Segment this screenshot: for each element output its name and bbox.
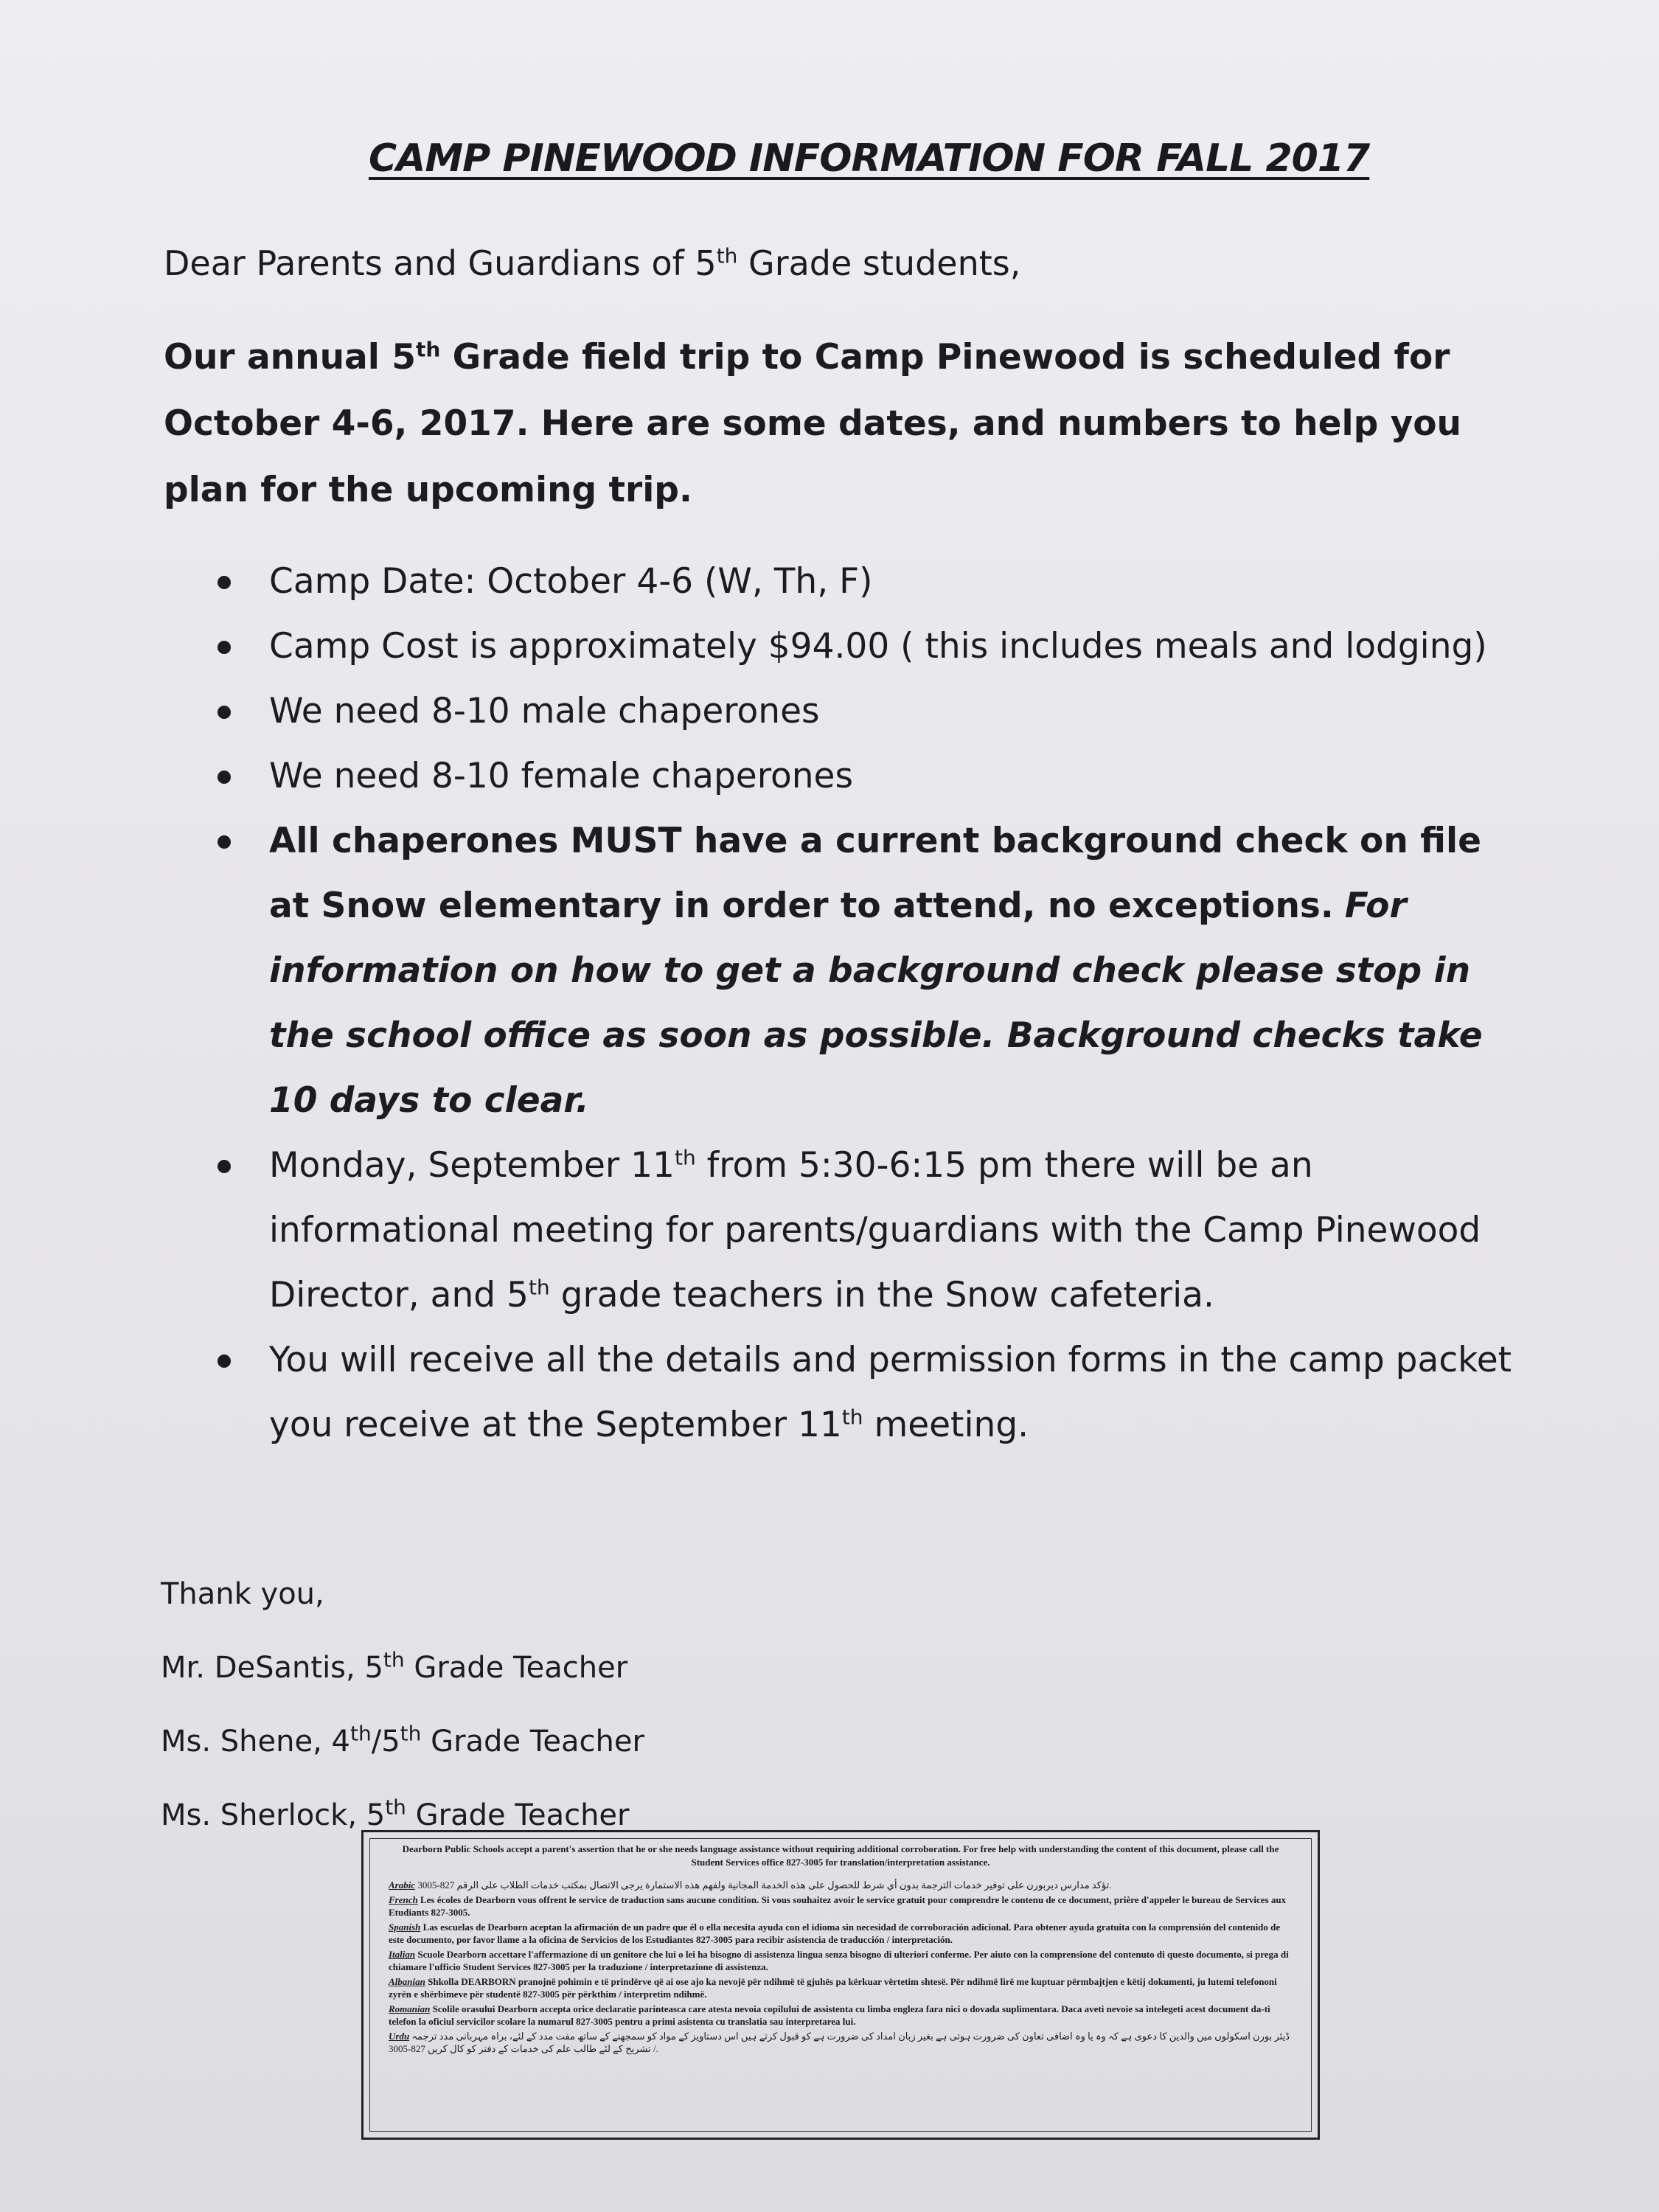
notice-intro: Dearborn Public Schools accept a parent's assertion that he or she needs language assistance without requiring additional corroboration. For free help with understanding the content of this document, please call the Student Services office 827-3005 for translation/interpretation assistance. — [402, 1843, 1279, 1868]
signoff — [161, 1557, 644, 1852]
notice-romanian-text: Scolile orasului Dearborn accepta orice declaratie parinteasca care atesta nevoia copilului de assistenta cu limba engleza fara nici o dovada suplimentara. Daca aveti nevoie sa intelegeti acest document da-ti telefon la oficiul servicilor scolare la numarul 827-3005 pentru a primi asistenta cu translatia sau interpretarea lui. — [389, 2003, 1270, 2027]
notice-french — [389, 1893, 1293, 1919]
details-text-end: meeting. — [863, 1405, 1029, 1445]
teacher-desantis — [161, 1631, 644, 1705]
bullet-dot — [218, 576, 231, 589]
teacher-shene-text: Ms. Shene, 4 — [161, 1725, 350, 1759]
info-list — [214, 549, 1526, 1458]
list-item-background-check — [214, 809, 1526, 1133]
notice-spanish-label: Spanish — [389, 1921, 421, 1933]
notice-italian-label: Italian — [389, 1948, 416, 1960]
male-chaperones-text: We need 8-10 male chaperones — [269, 691, 820, 731]
notice-arabic-label: Arabic — [389, 1879, 416, 1891]
female-chaperones-text: We need 8-10 female chaperones — [269, 756, 853, 796]
meeting-text-mid: from 5:30-6:15 pm there will be an informational meeting for parents/guardians with the Camp Pinewood Director, and 5 — [269, 1145, 1481, 1315]
greeting — [164, 243, 1020, 283]
camp-cost-text: Camp Cost is approximately $94.00 ( this includes meals and lodging) — [269, 626, 1487, 667]
list-item-camp-date — [214, 549, 1526, 614]
thank-you: Thank you, — [161, 1577, 324, 1611]
notice-italian — [389, 1948, 1293, 1974]
meeting-text: Monday, September 11 — [269, 1145, 675, 1186]
notice-french-text: Les écoles de Dearborn vous offrent le service de traduction sans aucune condition. Si vous souhaitez avoir le service gratuit pour comprendre le contenu de ce document, prière d'appeler le bureau de Services aux Etudiants 827-3005. — [389, 1893, 1287, 1918]
bullet-dot — [218, 641, 231, 654]
meeting-text-end: grade teachers in the Snow cafeteria. — [549, 1275, 1214, 1315]
teacher-sherlock-ordinal: th — [385, 1795, 406, 1820]
greeting-ordinal: th — [716, 243, 738, 268]
bullet-dot — [218, 706, 231, 719]
teacher-shene — [161, 1705, 644, 1778]
meeting-ordinal: th — [674, 1145, 696, 1170]
bullet-dot — [218, 1354, 231, 1368]
notice-romanian — [389, 2003, 1293, 2028]
background-check-info: For information on how to get a background check please stop in the school office as soon as possible. Background checks take 10 days to clear. — [269, 886, 1483, 1121]
intro-paragraph — [164, 324, 1506, 524]
notice-spanish — [389, 1921, 1293, 1947]
notice-albanian-label: Albanian — [389, 1975, 425, 1987]
intro-text-end: Grade field trip to Camp Pinewood is scheduled for October 4-6, 2017. Here are some dates, and numbers to help you plan for the upcoming trip. — [164, 337, 1461, 510]
notice-urdu — [389, 2030, 1293, 2056]
details-text: You will receive all the details and permission forms in the camp packet you receive at the September 11 — [269, 1340, 1512, 1445]
notice-albanian — [389, 1975, 1293, 2001]
notice-spanish-text: Las escuelas de Dearborn aceptan la afirmación de un padre que él o ella necesita ayuda con el idioma sin necesidad de corroboración adicional. Para obtener ayuda gratuita con la comprensión del contenido de este documento, por favor llame a la oficina de Servicios de los Estudiantes 827-3005 para recibir asistencia de traducción / interpretación. — [389, 1921, 1281, 1945]
notice-urdu-label: Urdu — [389, 2030, 410, 2042]
greeting-text-end: Grade students, — [737, 243, 1021, 283]
teacher-desantis-ordinal: th — [383, 1647, 405, 1672]
list-item-male-chaperones — [214, 679, 1526, 744]
notice-french-label: French — [389, 1893, 418, 1905]
meeting-ordinal-2: th — [528, 1275, 550, 1300]
notice-arabic-text: تؤكد مدارس ديربورن على توفير خدمات الترجمة بدون أي شرط للحصول على هذه الخدمة المجانية ولفهم هذه الاستمارة يرجى الاتصال بمكتب خدمات الطلاب على الرقم 827-3005. — [417, 1879, 1112, 1891]
notice-italian-text: Scuole Dearborn accettare l'affermazione di un genitore che lui o lei ha bisogno di assistenza lingua senza bisogno di ulteriori conferme. Per aiuto con la comprensione del contenuto di questo documento, si prega di chiamare l'ufficio Student Services 827-3005 per la traduzione / interpretazione di assistenza. — [389, 1948, 1289, 1972]
notice-arabic — [389, 1879, 1293, 1892]
teacher-desantis-role: Grade Teacher — [404, 1651, 628, 1685]
teacher-shene-ordinal: th — [349, 1721, 372, 1746]
notice-romanian-label: Romanian — [389, 2003, 431, 2014]
details-ordinal: th — [841, 1405, 863, 1430]
bullet-dot — [218, 771, 231, 784]
language-assistance-notice — [361, 1830, 1320, 2140]
notice-albanian-text: Shkolla DEARBORN pranojnë pohimin e të prindërve që ai ose ajo ka nevojë për ndihmë të gjuhës pa kërkuar vërtetim shtesë. Për ndihmë lirë me kuptuar përmbajtjen e këtij dokumenti, ju lutemi telefononi zyrën e shërbimeve për studentë 827-3005 për përkthim / interpretim ndihmë. — [389, 1975, 1277, 2000]
bullet-dot — [218, 1160, 231, 1173]
list-item-camp-cost — [214, 614, 1526, 679]
intro-text: Our annual 5 — [164, 337, 416, 378]
teacher-shene-slash: /5 — [371, 1725, 400, 1759]
list-item-info-meeting — [214, 1133, 1526, 1328]
notice-urdu-text: ڈیئر بورن اسکولوں میں والدین کا دعوی ہے کہ وہ یا وہ اضافی تعاون کی ضرورت ہوتی ہے بغیر زبان امداد کی ضرورت ہے کو قبول کرتے ہیں اس دستاویز کے مواد کو سمجھنے کے ساتھ مفت مدد کے لئے، براہ مہربانی مدد ترجمہ / تشریح کے لئے طالب علم کی خدمات کے دفتر کو کال کریں 827-3005. — [389, 2030, 1290, 2054]
list-item-permission-forms — [214, 1328, 1526, 1458]
greeting-text: Dear Parents and Guardians of 5 — [164, 243, 717, 283]
teacher-shene-role: Grade Teacher — [421, 1725, 644, 1759]
teacher-sherlock-role: Grade Teacher — [406, 1798, 630, 1832]
intro-ordinal: th — [415, 337, 441, 362]
teacher-sherlock-text: Ms. Sherlock, 5 — [161, 1798, 386, 1832]
list-item-female-chaperones — [214, 744, 1526, 809]
background-check-requirement: All chaperones MUST have a current background check on file at Snow elementary in order to attend, no exceptions. — [269, 821, 1481, 926]
teacher-shene-ordinal-2: th — [400, 1721, 422, 1746]
camp-date-text: Camp Date: October 4-6 (W, Th, F) — [269, 561, 873, 602]
bullet-dot — [218, 835, 231, 849]
teacher-desantis-text: Mr. DeSantis, 5 — [161, 1651, 383, 1685]
page-title: CAMP PINEWOOD INFORMATION FOR FALL 2017 — [369, 136, 1370, 181]
